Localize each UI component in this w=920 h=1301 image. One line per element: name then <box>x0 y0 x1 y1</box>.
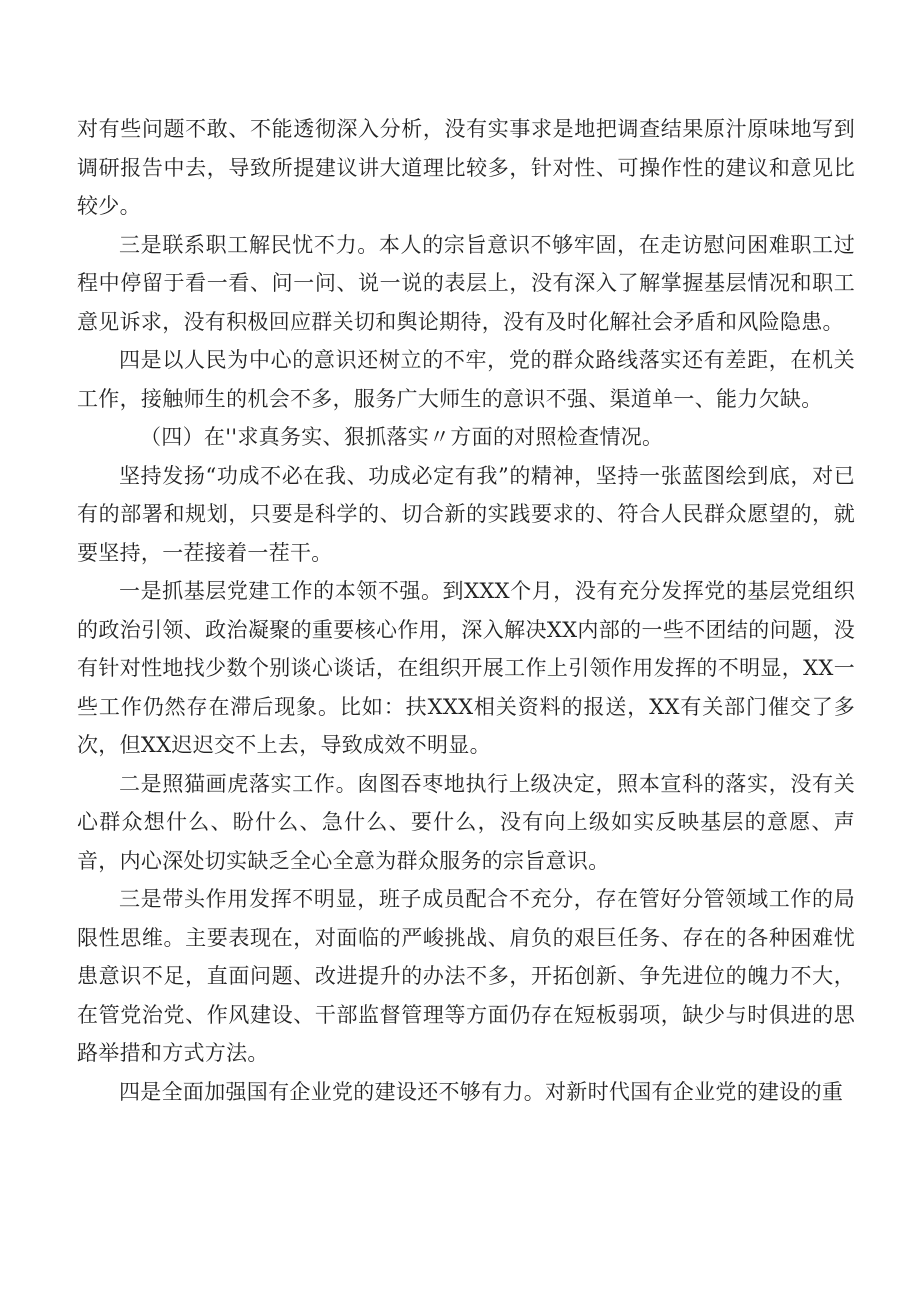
section-heading-four: （四）在''求真务实、狠抓落实〃方面的对照检查情况。 <box>140 425 664 449</box>
document-body <box>77 110 855 1111</box>
paragraph-continuation: 对有些问题不敢、不能透彻深入分析，没有实事求是地把调查结果原汁原味地写到调研报告中去，导致所提建议讲大道理比较多，针对性、可操作性的建议和意见比较少。 <box>77 117 855 218</box>
paragraph-section-intro: 坚持发扬“功成不必在我、功成必定有我”的精神，坚持一张蓝图绘到底，对已有的部署和规划，只要是科学的、切合新的实践要求的、符合人民群众愿望的，就要坚持，一茬接着一茬干。 <box>77 463 855 565</box>
paragraph-point-three-contact-workers: 三是联系职工解民忧不力。本人的宗旨意识不够牢固，在走访慰问困难职工过程中停留于看一看、问一问、说一说的表层上，没有深入了解掌握基层情况和职工意见诉求，没有积极回应群关切和舆论期待，没有及时化解社会矛盾和风险隐患。 <box>77 232 855 334</box>
paragraph-point-two-implementation: 二是照猫画虎落实工作。囱图吞枣地执行上级决定，照本宣科的落实，没有关心群众想什么、盼什么、急什么、要什么，没有向上级如实反映基层的意愿、声音，内心深处切实缺乏全心全意为群众服务的宗旨意识。 <box>77 771 855 873</box>
paragraph-point-three-leadership: 三是带头作用发挥不明显，班子成员配合不充分，存在管好分管领域工作的局限性思维。主要表现在，对面临的严峻挑战、肩负的艰巨任务、存在的各种困难忧患意识不足，直面问题、改进提升的办法不多，开拓创新、争先进位的魄力不大，在管党治党、作风建设、干部监督管理等方面仍存在短板弱项，缺少与时俱进的思路举措和方式方法。 <box>77 887 855 1065</box>
paragraph-point-one-party-building: 一是抓基层党建工作的本领不强。到XXX个月，没有充分发挥党的基层党组织的政治引领、政治凝聚的重要核心作用，深入解决XX内部的一些不团结的问题，没有针对性地找少数个别谈心谈话，在组织开展工作上引领作用发挥的不明显，XX一些工作仍然存在滞后现象。比如：扶XXX相关资料的报送，XX有关部门催交了多次，但XX迟迟交不上去，导致成效不明显。 <box>77 579 855 757</box>
paragraph-point-four-people-centered: 四是以人民为中心的意识还树立的不牢，党的群众路线落实还有差距，在机关工作，接触师生的机会不多，服务广大师生的意识不强、渠道单一、能力欠缺。 <box>77 348 855 411</box>
paragraph-point-four-soe-party: 四是全面加强国有企业党的建设还不够有力。对新时代国有企业党的建设的重 <box>119 1079 844 1104</box>
